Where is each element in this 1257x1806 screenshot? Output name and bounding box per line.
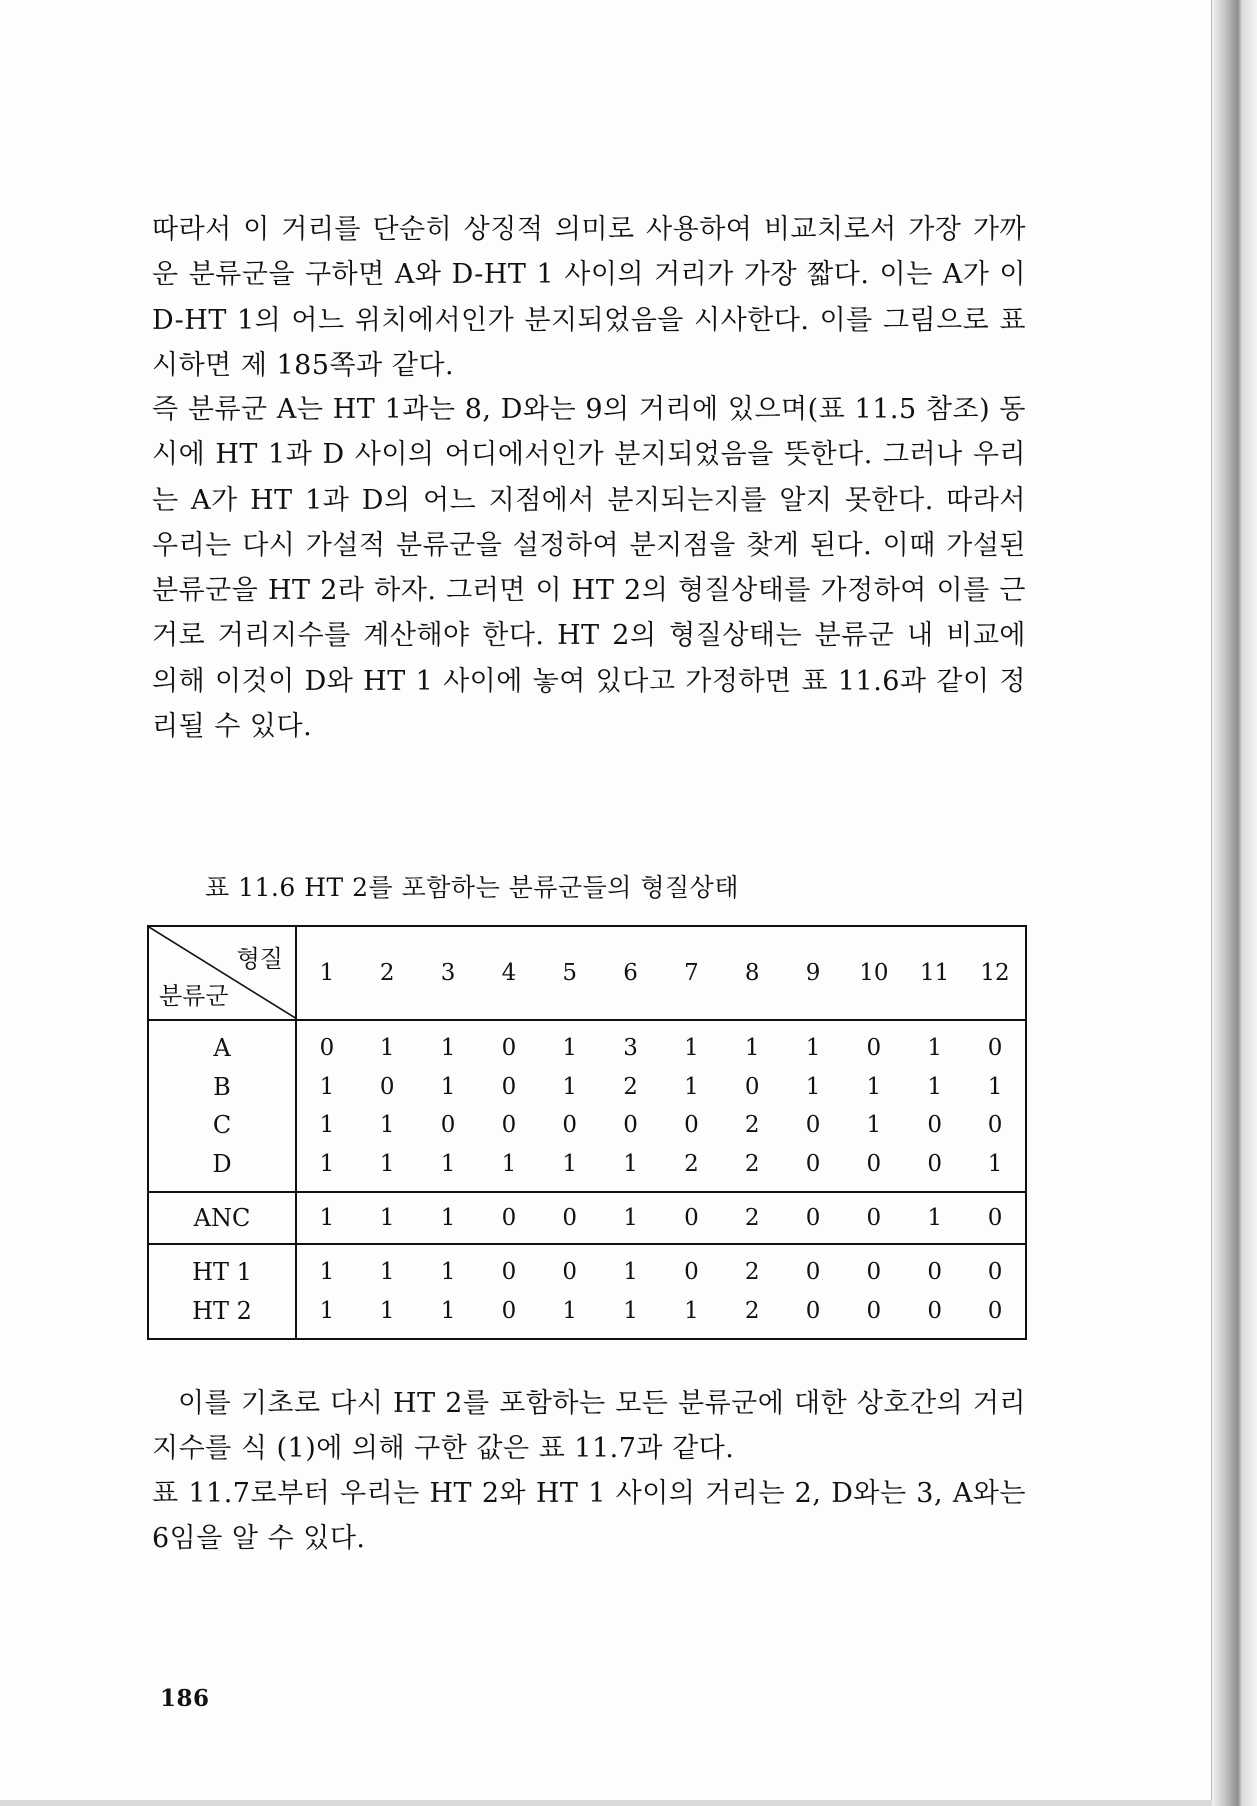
table-cell: 1 (357, 1192, 418, 1244)
table-cell: 1 (296, 1145, 357, 1193)
table-cell: 3 (623, 1035, 638, 1062)
table-cell: 0 (805, 1297, 821, 1324)
row-label: D (148, 1145, 296, 1193)
table-cell: 2 (722, 1192, 783, 1244)
table-cell: 0 (684, 1259, 699, 1286)
page-number: 186 (160, 1685, 210, 1712)
column-header: 6 (600, 926, 661, 1020)
table-cell: 0 (866, 1259, 882, 1286)
table-cell: 1 (379, 1035, 395, 1062)
table-cell: 0 (987, 1112, 1003, 1139)
table-cell: 1 (440, 1297, 456, 1324)
table-cell: 0 (440, 1112, 456, 1139)
table-cell: 1 (379, 1297, 395, 1324)
character-state-table (147, 925, 1027, 1340)
table-cell: 2 (623, 1073, 638, 1100)
table-cell: 0 (783, 1145, 844, 1193)
table-cell: 1 (684, 1297, 699, 1324)
table-cell: 0 (927, 1259, 943, 1286)
paragraph-1: 따라서 이 거리를 단순히 상징적 의미로 사용하여 비교치로서 가장 가까운 분류군을 구하면 A와 D-HT 1 사이의 거리가 가장 짧다. 이는 A가 이 D-HT 1의 어느 위치에서인가 분지되었음을 시사한다. 이를 그림으로 표시하면 제 185쪽과 같다. (152, 214, 1026, 381)
table-cell: 0 (987, 1259, 1003, 1286)
table-cell: 0 (539, 1192, 600, 1244)
table-cell: 1 (319, 1112, 335, 1139)
column-header: 7 (661, 926, 722, 1020)
row-label: C (148, 1106, 296, 1145)
table-cell: 0 (987, 1297, 1003, 1324)
corner-label-taxon: 분류군 (159, 982, 229, 1010)
table-cell: 2 (661, 1145, 722, 1193)
table-row (148, 1106, 1026, 1145)
table-cell: 1 (319, 1073, 335, 1100)
table-cell: 1 (418, 1145, 479, 1193)
table-cell: 1 (319, 1259, 335, 1286)
column-header: 3 (418, 926, 479, 1020)
table-cell: 1 (478, 1145, 539, 1193)
table-cell: 0 (501, 1035, 517, 1062)
table-cell: 1 (418, 1192, 479, 1244)
column-header: 10 (843, 926, 904, 1020)
table-cell: 1 (904, 1192, 965, 1244)
table-cell: 0 (965, 1192, 1026, 1244)
paragraph-3: 이를 기초로 다시 HT 2를 포함하는 모든 분류군에 대한 상호간의 거리지수를 식 (1)에 의해 구한 값은 표 11.7과 같다. (152, 1388, 1026, 1465)
table-cell: 0 (661, 1192, 722, 1244)
column-header: 12 (965, 926, 1026, 1020)
table-cell: 1 (987, 1073, 1003, 1100)
column-header: 4 (478, 926, 539, 1020)
table-cell: 0 (623, 1112, 638, 1139)
table-cell: 2 (744, 1112, 760, 1139)
table-cell: 0 (478, 1192, 539, 1244)
table-cell: 1 (927, 1073, 943, 1100)
column-header: 8 (722, 926, 783, 1020)
row-label: HT 2 (148, 1292, 296, 1340)
table-cell: 0 (744, 1073, 760, 1100)
table-cell: 0 (501, 1112, 517, 1139)
table-cell: 2 (722, 1145, 783, 1193)
table-cell: 0 (501, 1259, 517, 1286)
table-row (148, 1292, 1026, 1340)
table-cell: 0 (562, 1112, 578, 1139)
table-cell: 1 (539, 1145, 600, 1193)
table-cell: 1 (379, 1112, 395, 1139)
table-cell: 0 (684, 1112, 699, 1139)
table-cell: 2 (744, 1297, 760, 1324)
table-cell: 0 (927, 1297, 943, 1324)
table-cell: 0 (843, 1192, 904, 1244)
table-row (148, 1145, 1026, 1193)
table-row (148, 1192, 1026, 1244)
table-cell: 1 (684, 1035, 699, 1062)
table-cell: 1 (805, 1035, 821, 1062)
table-cell: 1 (684, 1073, 699, 1100)
table-cell: 1 (866, 1112, 882, 1139)
table-cell: 0 (319, 1035, 335, 1062)
column-header: 9 (783, 926, 844, 1020)
table-cell: 1 (440, 1259, 456, 1286)
table-cell: 1 (600, 1145, 661, 1193)
table-cell: 1 (866, 1073, 882, 1100)
paragraph-2: 즉 분류군 A는 HT 1과는 8, D와는 9의 거리에 있으며(표 11.5 참조) 동시에 HT 1과 D 사이의 어디에서인가 분지되었음을 뜻한다. 그러나 우리는 A가 HT 1과 D의 어느 지점에서 분지되는지를 알지 못한다. 따라서 우리는 다시 가설적 분류군을 설정하여 분지점을 찾게 된다. 이때 가설된 분류군을 HT 2라 하자. 그러면 이 HT 2의 형질상태를 가정하여 이를 근거로 거리지수를 계산해야 한다. HT 2의 형질상태는 분류군 내 비교에 의해 이것이 D와 HT 1 사이에 놓여 있다고 가정하면 표 11.6과 같이 정리될 수 있다. (152, 394, 1026, 743)
table-cell: 1 (744, 1035, 760, 1062)
column-header: 11 (904, 926, 965, 1020)
table-header-row (148, 926, 1026, 1020)
table-cell: 0 (866, 1297, 882, 1324)
column-header: 2 (357, 926, 418, 1020)
table-cell: 1 (440, 1035, 456, 1062)
paragraph-4: 표 11.7로부터 우리는 HT 2와 HT 1 사이의 거리는 2, D와는 3, A와는 6임을 알 수 있다. (152, 1478, 1026, 1555)
table-cell: 0 (379, 1073, 395, 1100)
row-label: A (148, 1020, 296, 1068)
table-cell: 1 (319, 1297, 335, 1324)
table-cell: 0 (562, 1259, 578, 1286)
table-row (148, 1068, 1026, 1107)
page-edge-shadow (1212, 0, 1257, 1806)
corner-label-character: 형질 (236, 945, 283, 973)
table-cell: 0 (501, 1297, 517, 1324)
table-cell: 1 (296, 1192, 357, 1244)
table-cell: 1 (562, 1297, 578, 1324)
table-cell: 0 (866, 1035, 882, 1062)
table-cell: 1 (562, 1073, 578, 1100)
table-cell: 0 (805, 1112, 821, 1139)
row-label: B (148, 1068, 296, 1107)
table-cell: 1 (357, 1145, 418, 1193)
row-label: HT 1 (148, 1244, 296, 1292)
table-row (148, 1020, 1026, 1068)
table-cell: 1 (562, 1035, 578, 1062)
table-cell: 0 (501, 1073, 517, 1100)
table-cell: 2 (744, 1259, 760, 1286)
table-corner-cell (148, 926, 296, 1020)
table-cell: 1 (440, 1073, 456, 1100)
table-cell: 0 (783, 1192, 844, 1244)
table-cell: 1 (965, 1145, 1026, 1193)
table-caption: 표 11.6 HT 2를 포함하는 분류군들의 형질상태 (205, 873, 739, 902)
table-cell: 1 (379, 1259, 395, 1286)
table-cell: 1 (805, 1073, 821, 1100)
table-cell: 0 (805, 1259, 821, 1286)
table-cell: 1 (623, 1259, 638, 1286)
table-cell: 0 (927, 1112, 943, 1139)
column-header: 5 (539, 926, 600, 1020)
table-cell: 1 (600, 1192, 661, 1244)
table-cell: 0 (843, 1145, 904, 1193)
table-cell: 1 (927, 1035, 943, 1062)
table-cell: 0 (904, 1145, 965, 1193)
column-header: 1 (296, 926, 357, 1020)
table-cell: 0 (987, 1035, 1003, 1062)
table-row (148, 1244, 1026, 1292)
table-cell: 1 (623, 1297, 638, 1324)
row-label: ANC (148, 1192, 296, 1244)
